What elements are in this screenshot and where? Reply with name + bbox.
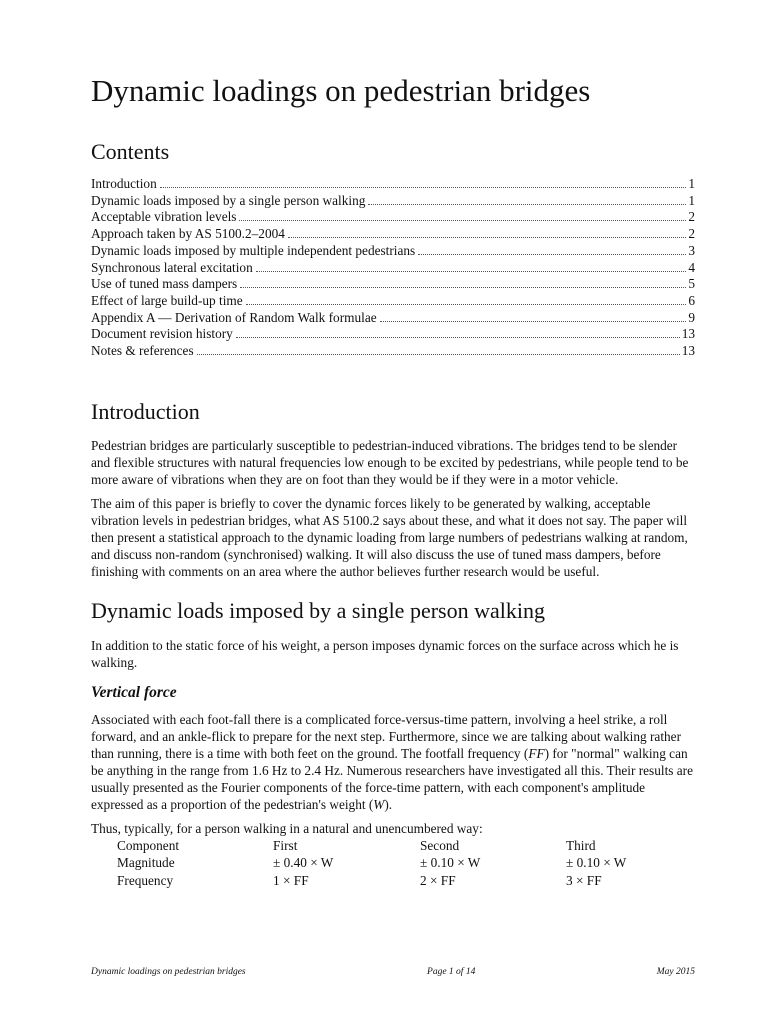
footer-page-number: Page 1 of 14 (427, 967, 476, 977)
intro-paragraph-1: Pedestrian bridges are particularly susceptible to pedestrian-induced vibrations. The bridges tend to be slender and flexible structures with natural frequencies low enough to be excited by pedestrians, while people tend to be more aware of vibrations when they are on foot than they would be if they were in a motor vehicle. (91, 437, 689, 487)
toc-dot-leader (236, 337, 680, 338)
table-cell: 3 × FF (566, 872, 602, 888)
toc-dot-leader (256, 271, 687, 272)
ff-symbol: FF (528, 745, 545, 761)
toc-entry-title: Acceptable vibration levels (91, 209, 237, 225)
section-heading-single-person: Dynamic loads imposed by a single person walking (91, 597, 545, 623)
footer-date: May 2015 (656, 967, 695, 977)
toc-entry[interactable] (91, 176, 695, 193)
toc-entry-title: Appendix A — Derivation of Random Walk formulae (91, 309, 377, 325)
toc-dot-leader (380, 321, 687, 322)
table-header-cell: First (273, 837, 298, 853)
table-row-frequency (117, 872, 695, 890)
paragraph-text: ) for "normal" walking can be anything in the range from 1.6 Hz to 2.4 Hz. Numerous researchers have investigated all this. Their results are usually presented as the Fourier components of the force-time pattern, with each component's amplitude expressed as a proportion of the pedestrian's weight ( (91, 745, 693, 812)
table-of-contents (91, 176, 695, 360)
toc-dot-leader (240, 287, 686, 288)
toc-entry-title: Effect of large build-up time (91, 292, 243, 308)
toc-entry[interactable] (91, 243, 695, 260)
page-footer (91, 967, 695, 977)
toc-entry-page: 4 (688, 259, 695, 275)
toc-entry-title: Approach taken by AS 5100.2–2004 (91, 226, 285, 242)
contents-heading: Contents (91, 139, 170, 164)
toc-entry-title: Dynamic loads imposed by multiple independent pedestrians (91, 242, 416, 258)
toc-entry[interactable] (91, 276, 695, 293)
table-cell: ± 0.40 × W (273, 855, 334, 871)
toc-entry-title: Introduction (91, 176, 157, 191)
table-cell: ± 0.10 × W (420, 855, 481, 871)
toc-entry-page: 3 (688, 242, 695, 258)
toc-entry-page: 13 (681, 326, 695, 342)
toc-entry-page: 2 (688, 226, 695, 242)
toc-dot-leader (288, 237, 686, 238)
toc-entry-page: 13 (681, 343, 695, 359)
toc-dot-leader (246, 304, 687, 305)
table-header-row (117, 837, 695, 855)
table-header-cell: Second (420, 837, 460, 853)
intro-paragraph-2: The aim of this paper is briefly to cover the dynamic forces likely to be generated by walking, acceptable vibration levels in pedestrian bridges, what AS 5100.2 says about these, and what it does not say. The paper will then present a statistical approach to the dynamic loading from large numbers of pedestrians walking at random, and discuss non-random (synchronised) walking. It will also discuss the use of tuned mass dampers, before finishing with comments on an area where the author believes further research would be useful. (91, 495, 688, 579)
toc-dot-leader (197, 354, 680, 355)
table-cell: 1 × FF (273, 872, 309, 888)
section-heading-introduction: Introduction (91, 398, 200, 424)
toc-entry-page: 6 (688, 292, 695, 308)
toc-entry-title: Document revision history (91, 326, 233, 342)
page-content (91, 72, 695, 889)
toc-dot-leader (239, 220, 686, 221)
toc-entry[interactable] (91, 209, 695, 226)
toc-entry-page: 2 (688, 209, 695, 225)
subheading-vertical-force: Vertical force (91, 683, 177, 701)
paragraph-text: Associated with each foot-fall there is a complicated force-versus-time pattern, involving a heel strike, a roll forward, and an ankle-flick to prepare for the next step. Furthermore, since we are talking about walking rather than running, there is a time with both feet on the ground. The footfall frequency ( (91, 711, 682, 761)
table-cell: 2 × FF (420, 872, 456, 888)
toc-entry-page: 1 (688, 192, 695, 208)
toc-entry-page: 9 (688, 309, 695, 325)
table-cell: ± 0.10 × W (566, 855, 627, 871)
toc-entry-page: 1 (688, 176, 695, 191)
toc-entry-title: Notes & references (91, 343, 194, 359)
toc-entry[interactable] (91, 226, 695, 243)
toc-entry[interactable] (91, 260, 695, 277)
toc-entry[interactable] (91, 310, 695, 327)
fourier-components-table (117, 837, 695, 890)
toc-entry-title: Use of tuned mass dampers (91, 276, 238, 292)
toc-entry[interactable] (91, 193, 695, 210)
table-header-cell: Component (117, 837, 180, 853)
table-row-label: Frequency (117, 872, 174, 888)
toc-dot-leader (418, 254, 686, 255)
w-symbol: W (373, 796, 385, 812)
footer-document-title: Dynamic loadings on pedestrian bridges (91, 967, 246, 977)
table-row-magnitude (117, 854, 695, 872)
document-title: Dynamic loadings on pedestrian bridges (91, 73, 591, 108)
table-row-label: Magnitude (117, 855, 175, 871)
toc-dot-leader (368, 204, 686, 205)
toc-entry-title: Dynamic loads imposed by a single person walking (91, 192, 366, 208)
single-paragraph-3: Thus, typically, for a person walking in a natural and unencumbered way: (91, 820, 483, 836)
toc-dot-leader (160, 187, 687, 188)
paragraph-text: ). (384, 796, 393, 812)
table-header-cell: Third (566, 837, 596, 853)
toc-entry-page: 5 (688, 276, 695, 292)
toc-entry[interactable] (91, 293, 695, 310)
toc-entry[interactable] (91, 343, 695, 360)
toc-entry-title: Synchronous lateral excitation (91, 259, 253, 275)
single-paragraph-2 (91, 711, 695, 813)
toc-entry[interactable] (91, 326, 695, 343)
single-paragraph-1: In addition to the static force of his weight, a person imposes dynamic forces on the surface across which he is walking. (91, 637, 679, 670)
